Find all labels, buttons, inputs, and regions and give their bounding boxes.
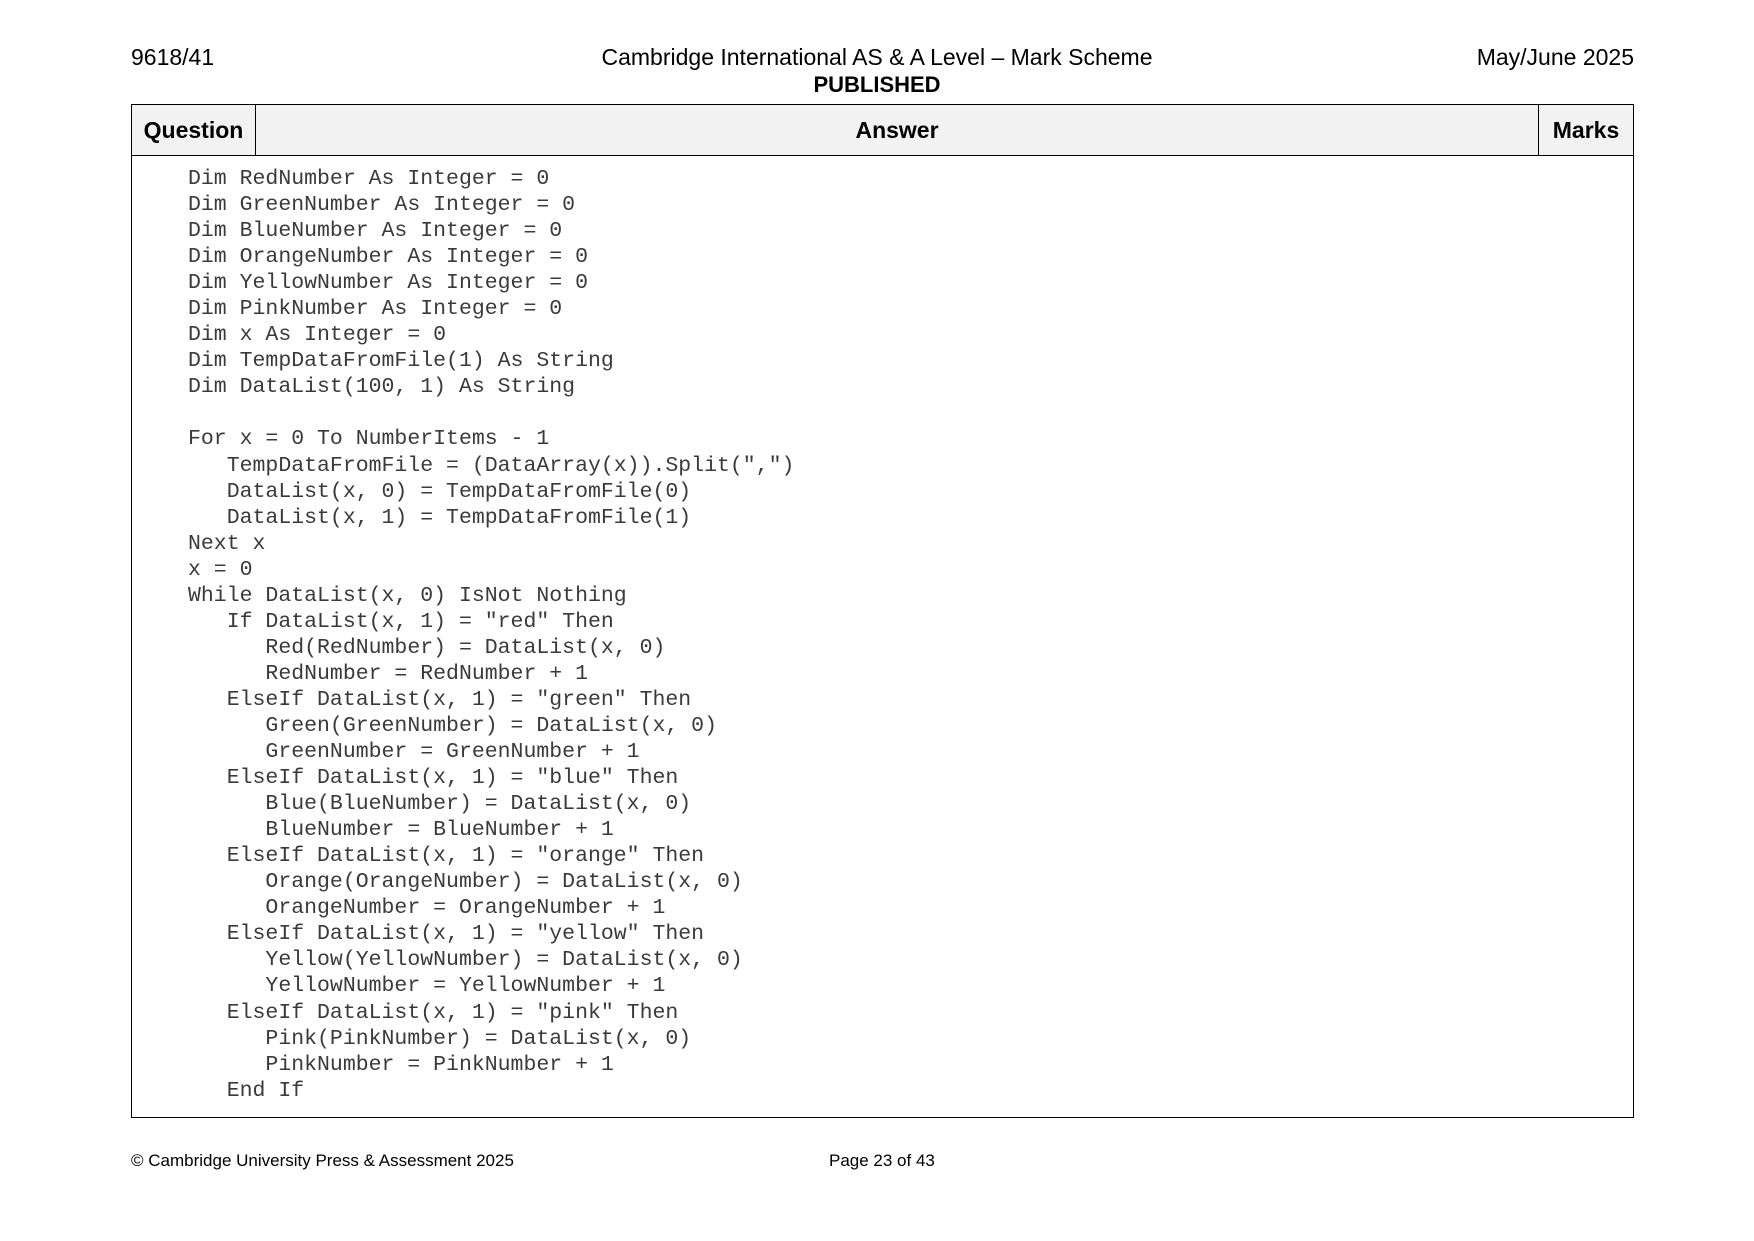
code-line: GreenNumber = GreenNumber + 1 (188, 740, 640, 765)
column-header-marks: Marks (1552, 116, 1620, 143)
code-line: ElseIf DataList(x, 1) = "blue" Then (188, 766, 679, 791)
code-line: OrangeNumber = OrangeNumber + 1 (188, 896, 666, 921)
code-line: TempDataFromFile = (DataArray(x)).Split(",") (188, 453, 795, 478)
code-line: Dim TempDataFromFile(1) As String (188, 349, 614, 374)
code-line: If DataList(x, 1) = "red" Then (188, 609, 614, 634)
code-line: End If (188, 1078, 305, 1103)
page-number: Page 23 of 43 (829, 1151, 935, 1170)
code-line: Dim PinkNumber As Integer = 0 (188, 297, 563, 322)
code-line: DataList(x, 0) = TempDataFromFile(0) (188, 479, 692, 504)
code-line: RedNumber = RedNumber + 1 (188, 661, 588, 686)
code-line: DataList(x, 1) = TempDataFromFile(1) (188, 505, 692, 530)
code-line: ElseIf DataList(x, 1) = "green" Then (188, 687, 692, 712)
code-line: x = 0 (188, 557, 253, 582)
code-line: YellowNumber = YellowNumber + 1 (188, 974, 666, 999)
code-line: PinkNumber = PinkNumber + 1 (188, 1052, 614, 1077)
code-line: While DataList(x, 0) IsNot Nothing (188, 583, 627, 608)
code-line: Dim GreenNumber As Integer = 0 (188, 193, 576, 218)
code-line: BlueNumber = BlueNumber + 1 (188, 818, 614, 843)
paper-code: 9618/41 (131, 44, 215, 70)
code-line: Red(RedNumber) = DataList(x, 0) (188, 635, 666, 660)
code-line: ElseIf DataList(x, 1) = "orange" Then (188, 844, 705, 869)
exam-session: May/June 2025 (1476, 44, 1634, 70)
code-line: Orange(OrangeNumber) = DataList(x, 0) (188, 870, 743, 895)
code-line: Dim YellowNumber As Integer = 0 (188, 271, 588, 296)
code-line: Dim RedNumber As Integer = 0 (188, 167, 550, 191)
published-label: PUBLISHED (813, 72, 941, 97)
mark-scheme-table (131, 104, 1634, 1118)
code-line: Pink(PinkNumber) = DataList(x, 0) (188, 1026, 692, 1051)
copyright-notice: © Cambridge University Press & Assessment 2025 (131, 1151, 514, 1170)
code-line: Dim OrangeNumber As Integer = 0 (188, 245, 588, 270)
table-header-row (132, 105, 1633, 156)
code-line: Dim BlueNumber As Integer = 0 (188, 219, 563, 244)
answer-code-block (188, 166, 794, 1104)
document-title: Cambridge International AS & A Level – Mark Scheme (601, 44, 1153, 70)
code-line: For x = 0 To NumberItems - 1 (188, 427, 550, 452)
column-header-answer: Answer (256, 105, 1539, 155)
code-line: Dim x As Integer = 0 (188, 323, 447, 348)
column-header-question: Question (132, 105, 256, 155)
code-line: Blue(BlueNumber) = DataList(x, 0) (188, 792, 692, 817)
code-line: ElseIf DataList(x, 1) = "yellow" Then (188, 922, 705, 947)
code-line: Green(GreenNumber) = DataList(x, 0) (188, 713, 717, 738)
code-line: Next x (188, 531, 266, 556)
code-line: Yellow(YellowNumber) = DataList(x, 0) (188, 948, 743, 973)
code-line: Dim DataList(100, 1) As String (188, 375, 576, 400)
code-line: ElseIf DataList(x, 1) = "pink" Then (188, 1000, 679, 1025)
code-line (188, 400, 794, 426)
